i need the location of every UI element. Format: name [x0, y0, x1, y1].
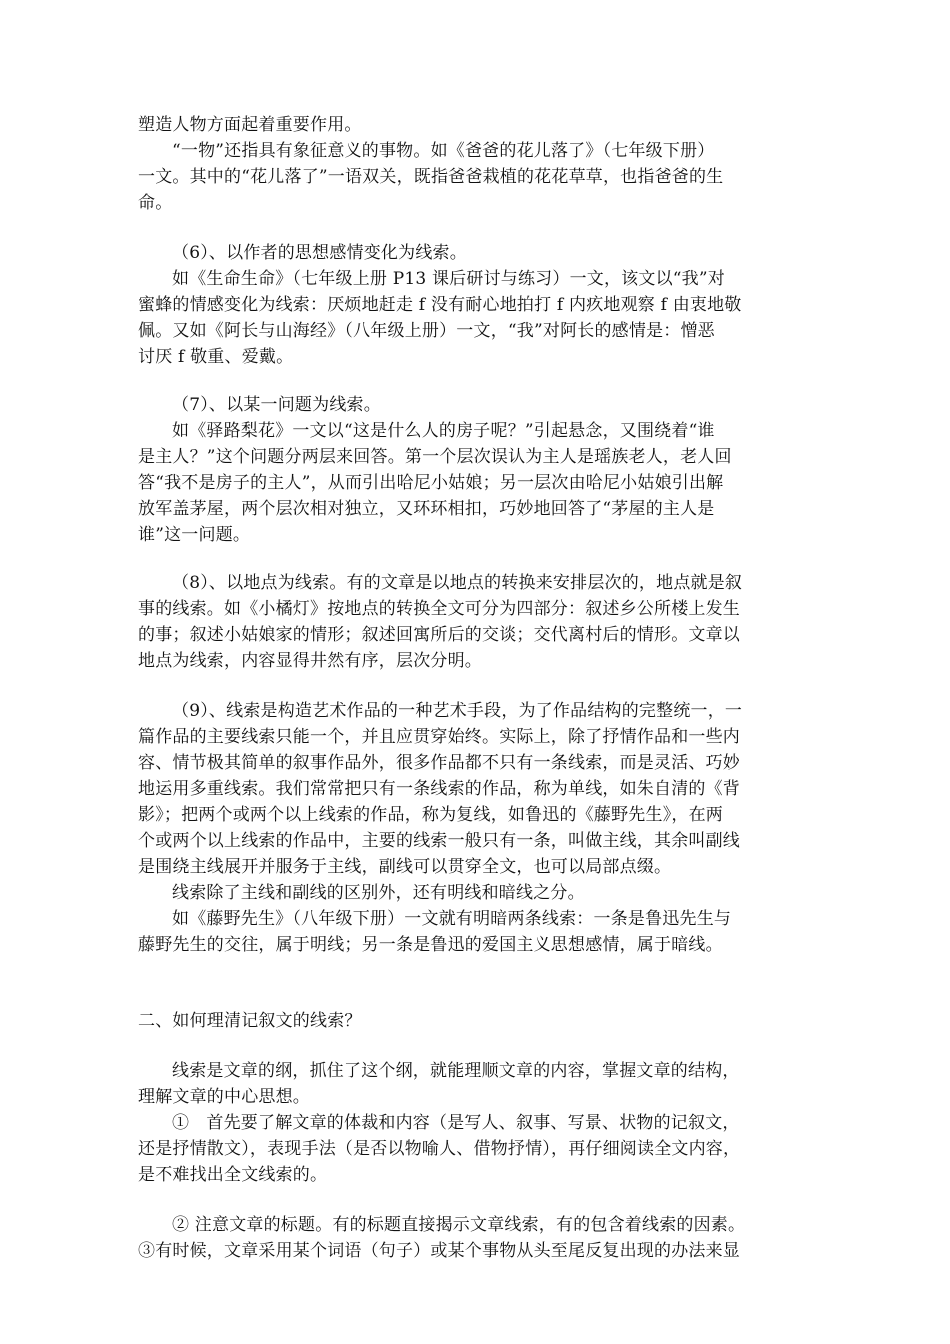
section-heading: （6）、以作者的思想感情变化为线索。	[172, 243, 467, 263]
text-line: 的事；叙述小姑娘家的情形；叙述回寓所后的交谈；交代离村后的情形。文章以	[138, 625, 740, 645]
text-line: 地运用多重线索。我们常常把只有一条线索的作品，称为单线，如朱自清的《背	[138, 779, 740, 799]
text-line: ① 首先要了解文章的体裁和内容（是写人、叙事、写景、状物的记叙文，	[172, 1113, 740, 1133]
text-line: “一物”还指具有象征意义的事物。如《爸爸的花儿落了》（七年级下册）	[172, 141, 715, 161]
text-line: 个或两个以上线索的作品中，主要的线索一般只有一条，叫做主线，其余叫副线	[138, 831, 740, 851]
text-line: 还是抒情散文），表现手法（是否以物喻人、借物抒情），再仔细阅读全文内容，	[138, 1139, 741, 1159]
text-line: 一文。其中的“花儿落了”一语双关，既指爸爸栽植的花花草草，也指爸爸的生	[138, 167, 724, 187]
text-line: 理解文章的中心思想。	[138, 1087, 310, 1107]
text-line: 线索除了主线和副线的区别外，还有明线和暗线之分。	[172, 883, 585, 903]
text-line: 容、情节极其简单的叙事作品外，很多作品都不只有一条线索，而是灵活、巧妙	[138, 753, 740, 773]
text-line: 如《驿路梨花》一文以“这是什么人的房子呢？”引起悬念，又围绕着“谁	[172, 421, 715, 441]
text-line: 蜜蜂的情感变化为线索：厌烦地赶走 f 没有耐心地拍打 f 内疚地观察 f 由衷地敬	[138, 295, 742, 315]
text-line: 答“我不是房子的主人”，从而引出哈尼小姑娘；另一层次由哈尼小姑娘引出解	[138, 473, 724, 493]
text-line: 放军盖茅屋，两个层次相对独立，又环环相扣，巧妙地回答了“茅屋的主人是	[138, 499, 715, 519]
text-line: 塑造人物方面起着重要作用。	[138, 115, 362, 135]
text-line: 线索是文章的纲，抓住了这个纲，就能理顺文章的内容，掌握文章的结构，	[172, 1061, 740, 1081]
section-heading: （9）、线索是构造艺术作品的一种艺术手段，为了作品结构的完整统一，一	[172, 701, 743, 721]
chapter-heading: 二、如何理清记叙文的线索？	[138, 1011, 362, 1031]
text-line: ② 注意文章的标题。有的标题直接揭示文章线索，有的包含着线索的因素。	[172, 1215, 746, 1235]
section-heading: （8）、以地点为线索。有的文章是以地点的转换来安排层次的，地点就是叙	[172, 573, 743, 593]
text-line: 如《藤野先生》（八年级下册）一文就有明暗两条线索：一条是鲁迅先生与	[172, 909, 732, 929]
text-line: 佩。又如《阿长与山海经》（八年级上册）一文，“我”对阿长的感情是：憎恶	[138, 321, 715, 341]
section-heading: （7）、以某一问题为线索。	[172, 395, 381, 415]
text-line: 是主人？”这个问题分两层来回答。第一个层次误认为主人是瑶族老人，老人回	[138, 447, 732, 467]
text-line: 是围绕主线展开并服务于主线，副线可以贯穿全文，也可以局部点缀。	[138, 857, 672, 877]
text-line: 影》；把两个或两个以上线索的作品，称为复线，如鲁迅的《藤野先生》，在两	[138, 805, 723, 825]
text-line: 事的线索。如《小橘灯》按地点的转换全文可分为四部分：叙述乡公所楼上发生	[138, 599, 740, 619]
text-line: ③有时候，文章采用某个词语（句子）或某个事物从头至尾反复出现的办法来显	[138, 1241, 740, 1261]
text-line: 是不难找出全文线索的。	[138, 1165, 328, 1185]
text-line: 篇作品的主要线索只能一个，并且应贯穿始终。实际上，除了抒情作品和一些内	[138, 727, 740, 747]
text-line: 命。	[138, 193, 173, 213]
text-line: 地点为线索，内容显得井然有序，层次分明。	[138, 651, 482, 671]
text-line: 谁”这一问题。	[138, 525, 251, 545]
text-line: 藤野先生的交往，属于明线；另一条是鲁迅的爱国主义思想感情，属于暗线。	[138, 935, 723, 955]
text-line: 讨厌 f 敬重、爱戴。	[138, 347, 294, 367]
text-line: 如《生命生命》（七年级上册 P13 课后研讨与练习）一文，该文以“我”对	[172, 269, 725, 289]
